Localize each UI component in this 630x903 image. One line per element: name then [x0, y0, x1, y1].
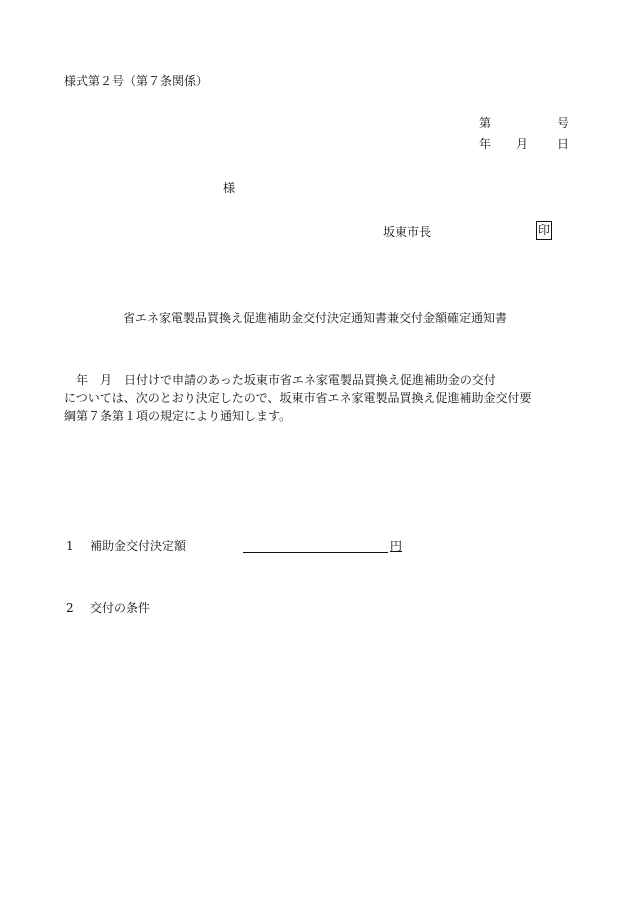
- date-year: 年: [479, 137, 492, 151]
- document-number-prefix: 第: [479, 116, 492, 130]
- seal-mark: 印: [536, 221, 552, 240]
- body-line-1: 年 月 日付けで申請のあった坂東市省エネ家電製品買換え促進補助金の交付: [64, 373, 496, 387]
- issuer-name: 坂東市長: [383, 225, 432, 239]
- item-2-number: 2: [66, 601, 74, 615]
- body-line-2: については、次のとおり決定したので、坂東市省エネ家電製品買換え促進補助金交付要: [64, 391, 532, 405]
- item-2-label: 交付の条件: [90, 601, 151, 615]
- item-1-label: 補助金交付決定額: [90, 539, 187, 553]
- addressee-suffix: 様: [223, 181, 236, 195]
- form-number: 様式第２号（第７条関係）: [64, 74, 209, 88]
- document-number-suffix: 号: [557, 116, 570, 130]
- amount-unit: 円: [390, 539, 403, 553]
- body-paragraph: [64, 371, 574, 425]
- body-line-3: 綱第７条第１項の規定により通知します。: [64, 409, 292, 423]
- date-month: 月: [516, 137, 529, 151]
- document-title: 省エネ家電製品買換え促進補助金交付決定通知書兼交付金額確定通知書: [122, 311, 507, 325]
- item-1-number: 1: [66, 539, 74, 553]
- date-day: 日: [557, 137, 570, 151]
- amount-blank-line: [243, 552, 388, 553]
